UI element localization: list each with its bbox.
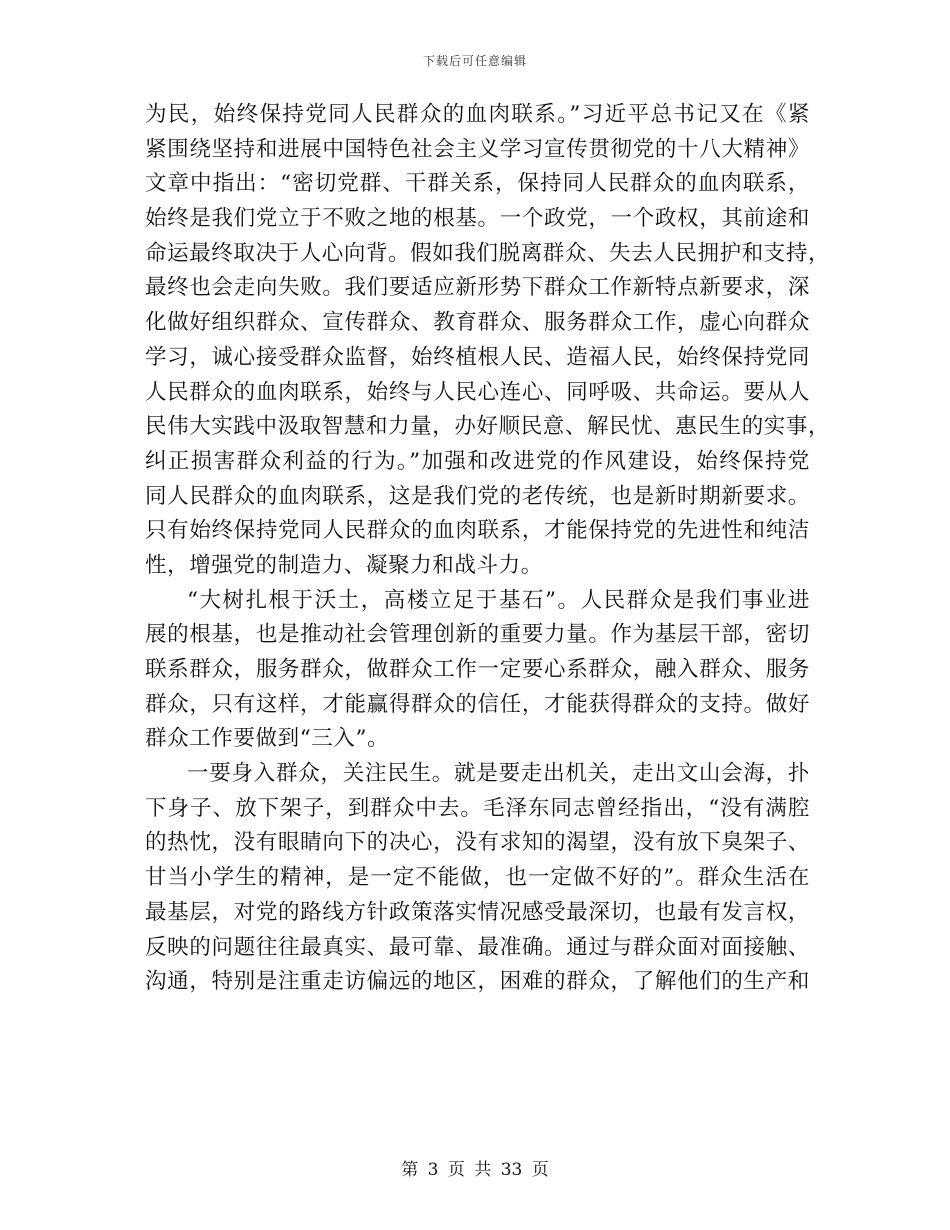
paragraph-1 [145,98,831,584]
text-line: 甘当小学生的精神，是一定不能做，也一定做不好的”。群众生活在 [145,865,810,891]
text-line: 文章中指出：“密切党群、干群关系，保持同人民群众的血肉联系， [145,171,810,197]
page-header: 下载后可任意编辑 [422,54,527,68]
text-line: 命运最终取决于人心向背。假如我们脱离群众、失去人民拥护和支持， [145,240,831,266]
text-line: 最基层，对党的路线方针政策落实情况感受最深切，也最有发言权， [145,899,810,925]
text-line: 下身子、放下架子，到群众中去。毛泽东同志曾经指出，“没有满腔 [145,795,810,821]
paragraph-3 [145,757,810,1000]
text-line: 学习，诚心接受群众监督，始终植根人民、造福人民，始终保持党同 [145,344,810,370]
text-line: 联系群众，服务群众，做群众工作一定要心系群众，融入群众、服务 [145,657,810,682]
text-line: 纠正损害群众利益的行为。”加强和改进党的作风建设，始终保持党 [145,448,810,474]
text-line: 最终也会走向失败。我们要适应新形势下群众工作新特点新要求，深 [145,275,810,301]
text-line: 沟通，特别是注重走访偏远的地区，困难的群众，了解他们的生产和 [145,969,810,995]
text-line: “大树扎根于沃土，高楼立足于基石”。人民群众是我们事业进 [187,587,810,613]
text-line: 化做好组织群众、宣传群众、教育群众、服务群众工作，虚心向群众 [145,310,810,336]
text-line: 始终是我们党立于不败之地的根基。一个政党，一个政权，其前途和 [145,206,810,232]
text-line: 性，增强党的制造力、凝聚力和战斗力。 [145,552,543,578]
text-line: 一要身入群众，关注民生。就是要走出机关，走出文山会海，扑 [187,761,810,787]
paragraph-2 [145,584,810,757]
text-line: 展的根基，也是推动社会管理创新的重要力量。作为基层干部，密切 [145,622,810,648]
text-line: 紧围绕坚持和进展中国特色社会主义学习宣传贯彻党的十八大精神》 [145,136,810,162]
text-line: 反映的问题往往最真实、最可靠、最准确。通过与群众面对面接触、 [145,934,810,960]
text-line: 的热忱，没有眼睛向下的决心，没有求知的渴望，没有放下臭架子、 [145,830,810,856]
text-line: 民伟大实践中汲取智慧和力量，办好顺民意、解民忧、惠民生的实事， [145,414,831,440]
text-line: 人民群众的血肉联系，始终与人民心连心、同呼吸、共命运。要从人 [145,379,810,405]
text-line: 只有始终保持党同人民群众的血肉联系，才能保持党的先进性和纯洁 [145,518,810,544]
document-body [145,98,831,1000]
page-number: 第 3 页 共 33 页 [401,1160,549,1180]
text-line: 群众，只有这样，才能赢得群众的信任，才能获得群众的支持。做好 [145,691,810,717]
text-line: 为民，始终保持党同人民群众的血肉联系。”习近平总书记又在《紧 [145,102,810,127]
text-line: 同人民群众的血肉联系，这是我们党的老传统，也是新时期新要求。 [145,483,810,509]
text-line: 群众工作要做到“三入”。 [145,726,390,752]
